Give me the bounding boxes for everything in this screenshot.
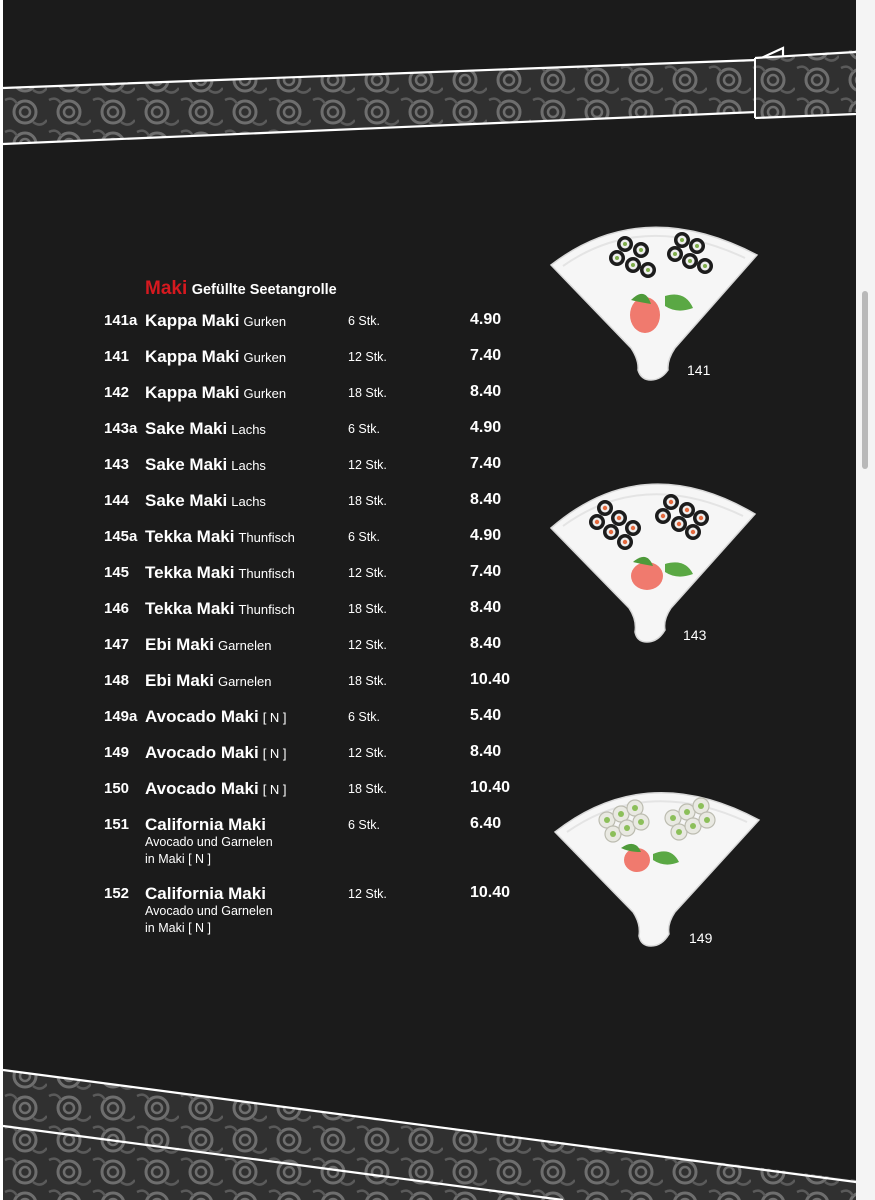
item-price: 10.40 [470, 779, 511, 796]
item-quantity: 12 Stk. [348, 887, 387, 901]
item-quantity: 12 Stk. [348, 566, 387, 580]
sushi-plate-photo [547, 466, 763, 648]
item-quantity: 6 Stk. [348, 422, 380, 436]
item-number: 151 [104, 816, 130, 833]
top-banner [3, 0, 856, 160]
item-description: Garnelen [217, 638, 272, 653]
item-number: 149a [104, 708, 138, 725]
item-quantity: 12 Stk. [348, 746, 387, 760]
item-price: 4.90 [470, 419, 502, 436]
item-number: 150 [104, 780, 130, 797]
item-price: 8.40 [470, 635, 502, 652]
bottom-banner [3, 1060, 856, 1200]
item-description: Gurken [243, 314, 287, 329]
item-price: 4.90 [470, 311, 502, 328]
item-description: Garnelen [217, 674, 272, 689]
item-description: Thunfisch [238, 530, 295, 545]
item-name: Sake Maki Lachs [145, 491, 266, 510]
item-name: Tekka Maki Thunfisch [145, 563, 295, 582]
item-price: 6.40 [470, 815, 502, 832]
item-subdescription: in Maki [ N ] [145, 851, 211, 866]
section-title-main: Maki [145, 278, 188, 299]
photo-label: 141 [687, 362, 711, 378]
photo-label: 143 [683, 627, 707, 643]
item-number: 148 [104, 672, 130, 689]
item-description: [ N ] [262, 746, 287, 761]
item-price: 4.90 [470, 527, 502, 544]
item-quantity: 18 Stk. [348, 602, 387, 616]
item-description: Lachs [231, 422, 266, 437]
sushi-plate-photo [547, 210, 763, 386]
item-price: 8.40 [470, 383, 502, 400]
item-number: 152 [104, 885, 130, 902]
item-quantity: 6 Stk. [348, 710, 380, 724]
item-subdescription: in Maki [ N ] [145, 920, 211, 935]
photo-label: 149 [689, 930, 713, 946]
item-quantity: 12 Stk. [348, 350, 387, 364]
item-name: Ebi Maki Garnelen [145, 671, 272, 690]
item-quantity: 6 Stk. [348, 530, 380, 544]
item-name: Kappa Maki Gurken [145, 347, 287, 366]
menu-page [3, 0, 856, 1200]
item-number: 141a [104, 312, 138, 329]
item-description: [ N ] [262, 710, 287, 725]
item-name: Sake Maki Lachs [145, 419, 266, 438]
item-price: 10.40 [470, 884, 511, 901]
scrollbar-thumb[interactable] [862, 291, 868, 469]
item-price: 7.40 [470, 347, 502, 364]
item-price: 8.40 [470, 743, 502, 760]
item-number: 144 [104, 492, 130, 509]
item-number: 149 [104, 744, 130, 761]
item-name: Tekka Maki Thunfisch [145, 599, 295, 618]
item-number: 146 [104, 600, 130, 617]
item-number: 147 [104, 636, 130, 653]
item-description: Lachs [231, 494, 266, 509]
item-name: California Maki [145, 884, 266, 903]
item-name: California Maki [145, 815, 266, 834]
item-name: Tekka Maki Thunfisch [145, 527, 295, 546]
item-number: 141 [104, 348, 130, 365]
item-name: Avocado Maki [ N ] [145, 779, 287, 798]
section-title-sub: Gefüllte Seetangrolle [191, 282, 337, 298]
item-subdescription: Avocado und Garnelen [145, 904, 273, 918]
item-price: 7.40 [470, 563, 502, 580]
item-price: 5.40 [470, 707, 502, 724]
item-quantity: 6 Stk. [348, 314, 380, 328]
item-description: Gurken [243, 386, 287, 401]
item-name: Sake Maki Lachs [145, 455, 266, 474]
viewer-side-strip [856, 0, 875, 1200]
item-quantity: 18 Stk. [348, 674, 387, 688]
item-quantity: 18 Stk. [348, 494, 387, 508]
item-number: 143a [104, 420, 138, 437]
item-name: Ebi Maki Garnelen [145, 635, 272, 654]
item-price: 10.40 [470, 671, 511, 688]
item-description: Thunfisch [238, 602, 295, 617]
item-description: Thunfisch [238, 566, 295, 581]
item-price: 8.40 [470, 491, 502, 508]
item-description: [ N ] [262, 782, 287, 797]
item-quantity: 12 Stk. [348, 638, 387, 652]
item-price: 7.40 [470, 455, 502, 472]
item-quantity: 6 Stk. [348, 818, 380, 832]
item-description: Gurken [243, 350, 287, 365]
item-name: Avocado Maki [ N ] [145, 707, 287, 726]
item-number: 143 [104, 456, 130, 473]
sushi-plate-photo [551, 776, 767, 952]
item-price: 8.40 [470, 599, 502, 616]
item-name: Avocado Maki [ N ] [145, 743, 287, 762]
item-quantity: 18 Stk. [348, 782, 387, 796]
item-quantity: 12 Stk. [348, 458, 387, 472]
item-number: 145 [104, 564, 130, 581]
item-quantity: 18 Stk. [348, 386, 387, 400]
section-title [145, 278, 337, 300]
item-subdescription: Avocado und Garnelen [145, 835, 273, 849]
item-number: 145a [104, 528, 138, 545]
item-description: Lachs [231, 458, 266, 473]
item-name: Kappa Maki Gurken [145, 311, 287, 330]
item-number: 142 [104, 384, 130, 401]
item-name: Kappa Maki Gurken [145, 383, 287, 402]
